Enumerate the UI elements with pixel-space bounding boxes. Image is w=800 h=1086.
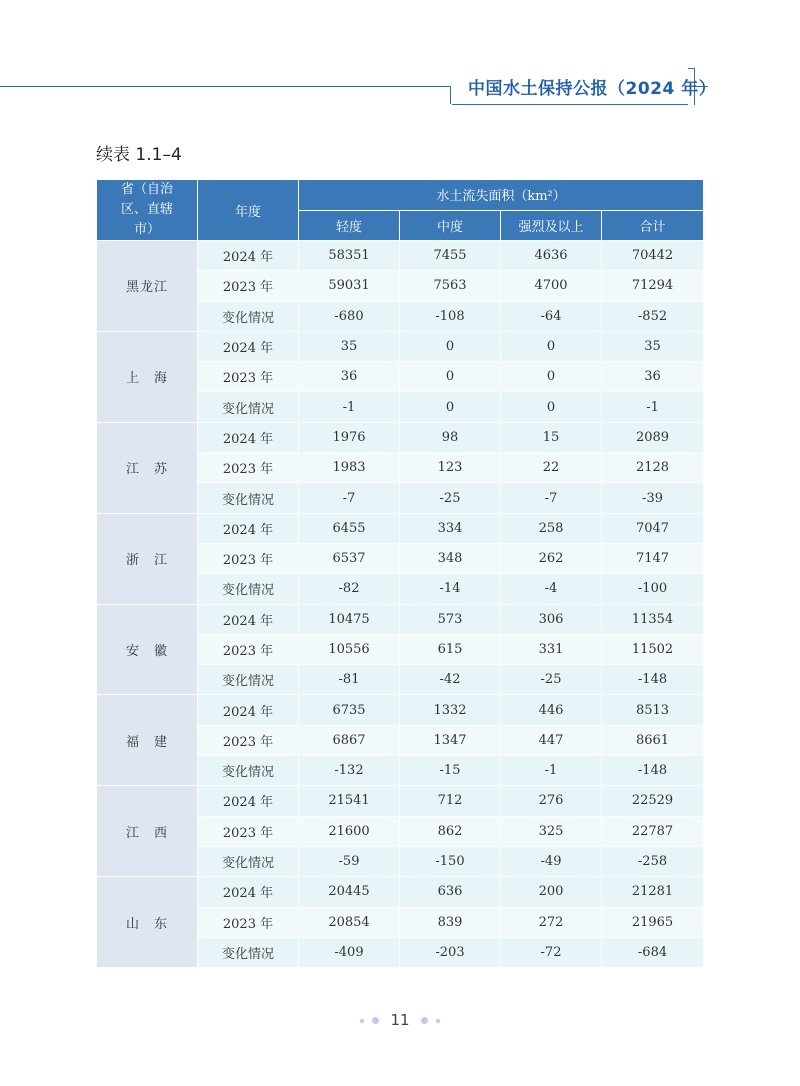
value-cell: 0 [400,392,501,422]
year-cell: 变化情况 [198,392,299,422]
year-cell: 2024 年 [198,422,299,452]
value-cell: 0 [501,392,602,422]
value-cell: 21281 [602,877,704,907]
col-header-severe: 强烈及以上 [501,210,602,241]
value-cell: 573 [400,604,501,634]
value-cell: 1976 [299,422,400,452]
year-cell: 2023 年 [198,271,299,301]
col-header-total: 合计 [602,210,704,241]
value-cell: 1347 [400,725,501,755]
year-cell: 2024 年 [198,786,299,816]
value-cell: 615 [400,634,501,664]
col-header-moderate: 中度 [400,210,501,241]
value-cell: 331 [501,634,602,664]
value-cell: -1 [501,756,602,786]
value-cell: 123 [400,453,501,483]
value-cell: 71294 [602,271,704,301]
value-cell: -25 [501,665,602,695]
value-cell: -49 [501,846,602,876]
value-cell: 11354 [602,604,704,634]
year-cell: 2024 年 [198,241,299,271]
col-header-year: 年度 [198,180,299,241]
value-cell: 1983 [299,453,400,483]
value-cell: 59031 [299,271,400,301]
value-cell: 712 [400,786,501,816]
dot-icon [360,1019,364,1023]
year-cell: 变化情况 [198,937,299,967]
province-cell: 江 苏 [97,422,198,513]
year-cell: 2023 年 [198,725,299,755]
value-cell: -150 [400,846,501,876]
year-cell: 变化情况 [198,665,299,695]
province-cell: 福 建 [97,695,198,786]
value-cell: 6455 [299,513,400,543]
value-cell: 7563 [400,271,501,301]
value-cell: 35 [299,331,400,361]
value-cell: 272 [501,907,602,937]
value-cell: 446 [501,695,602,725]
year-cell: 2023 年 [198,453,299,483]
header-rule-step [450,86,453,104]
province-cell: 安 徽 [97,604,198,695]
dot-icon [372,1017,379,1024]
value-cell: 4700 [501,271,602,301]
value-cell: -15 [400,756,501,786]
value-cell: 262 [501,543,602,573]
value-cell: -81 [299,665,400,695]
value-cell: 0 [501,362,602,392]
col-header-erosion-area: 水土流失面积（km²） [299,180,704,211]
year-cell: 2023 年 [198,634,299,664]
dot-icon [436,1019,440,1023]
year-cell: 2024 年 [198,513,299,543]
value-cell: 4636 [501,241,602,271]
value-cell: 325 [501,816,602,846]
value-cell: 22 [501,453,602,483]
year-cell: 变化情况 [198,756,299,786]
value-cell: 306 [501,604,602,634]
page-number: 11 [390,1011,410,1029]
value-cell: 447 [501,725,602,755]
table-row [97,877,704,907]
value-cell: 11502 [602,634,704,664]
value-cell: -64 [501,301,602,331]
value-cell: 6537 [299,543,400,573]
value-cell: -7 [299,483,400,513]
value-cell: 15 [501,422,602,452]
value-cell: -100 [602,574,704,604]
value-cell: -148 [602,756,704,786]
province-cell: 浙 江 [97,513,198,604]
value-cell: 1332 [400,695,501,725]
table-caption: 续表 1.1–4 [96,145,182,165]
value-cell: -108 [400,301,501,331]
value-cell: 2089 [602,422,704,452]
value-cell: 348 [400,543,501,573]
col-header-province: 省（自治区、直辖市） [97,180,198,241]
value-cell: 2128 [602,453,704,483]
value-cell: -258 [602,846,704,876]
value-cell: 8513 [602,695,704,725]
value-cell: -59 [299,846,400,876]
value-cell: 276 [501,786,602,816]
value-cell: 21541 [299,786,400,816]
value-cell: -25 [400,483,501,513]
value-cell: -39 [602,483,704,513]
value-cell: -852 [602,301,704,331]
value-cell: 20854 [299,907,400,937]
value-cell: -684 [602,937,704,967]
value-cell: -680 [299,301,400,331]
value-cell: 334 [400,513,501,543]
page-footer [0,1011,800,1029]
value-cell: 36 [602,362,704,392]
value-cell: 10475 [299,604,400,634]
value-cell: -14 [400,574,501,604]
year-cell: 2023 年 [198,816,299,846]
province-cell: 江 西 [97,786,198,877]
value-cell: 636 [400,877,501,907]
table-row [97,331,704,361]
table-row [97,786,704,816]
table-row [97,695,704,725]
value-cell: 0 [400,331,501,361]
value-cell: 0 [400,362,501,392]
header-rule-under-title [452,104,688,105]
value-cell: 7455 [400,241,501,271]
value-cell: -42 [400,665,501,695]
year-cell: 2023 年 [198,907,299,937]
value-cell: 7147 [602,543,704,573]
table-body [97,241,704,968]
table-row [97,241,704,271]
value-cell: 22529 [602,786,704,816]
value-cell: 22787 [602,816,704,846]
value-cell: -203 [400,937,501,967]
value-cell: 70442 [602,241,704,271]
soil-erosion-table [96,179,704,968]
running-header-title: 中国水土保持公报（2024 年） [468,79,717,99]
year-cell: 变化情况 [198,846,299,876]
value-cell: 862 [400,816,501,846]
table-row [97,513,704,543]
value-cell: -148 [602,665,704,695]
value-cell: 21600 [299,816,400,846]
value-cell: 20445 [299,877,400,907]
province-cell: 上 海 [97,331,198,422]
year-cell: 2023 年 [198,543,299,573]
value-cell: 10556 [299,634,400,664]
value-cell: 0 [501,331,602,361]
value-cell: 35 [602,331,704,361]
value-cell: 258 [501,513,602,543]
province-cell: 黑龙江 [97,241,198,332]
value-cell: -132 [299,756,400,786]
year-cell: 2024 年 [198,877,299,907]
value-cell: 7047 [602,513,704,543]
value-cell: -72 [501,937,602,967]
year-cell: 变化情况 [198,301,299,331]
year-cell: 2024 年 [198,331,299,361]
table-row [97,422,704,452]
year-cell: 2023 年 [198,362,299,392]
value-cell: 8661 [602,725,704,755]
col-header-mild: 轻度 [299,210,400,241]
value-cell: -409 [299,937,400,967]
value-cell: 839 [400,907,501,937]
value-cell: 6867 [299,725,400,755]
value-cell: 36 [299,362,400,392]
year-cell: 2024 年 [198,604,299,634]
value-cell: 21965 [602,907,704,937]
value-cell: -7 [501,483,602,513]
value-cell: -82 [299,574,400,604]
value-cell: 58351 [299,241,400,271]
value-cell: 98 [400,422,501,452]
table-row [97,604,704,634]
province-cell: 山 东 [97,877,198,968]
value-cell: -1 [299,392,400,422]
year-cell: 变化情况 [198,483,299,513]
value-cell: 200 [501,877,602,907]
value-cell: 6735 [299,695,400,725]
value-cell: -4 [501,574,602,604]
year-cell: 变化情况 [198,574,299,604]
dot-icon [421,1017,428,1024]
value-cell: -1 [602,392,704,422]
header-rule-left [0,86,450,87]
year-cell: 2024 年 [198,695,299,725]
